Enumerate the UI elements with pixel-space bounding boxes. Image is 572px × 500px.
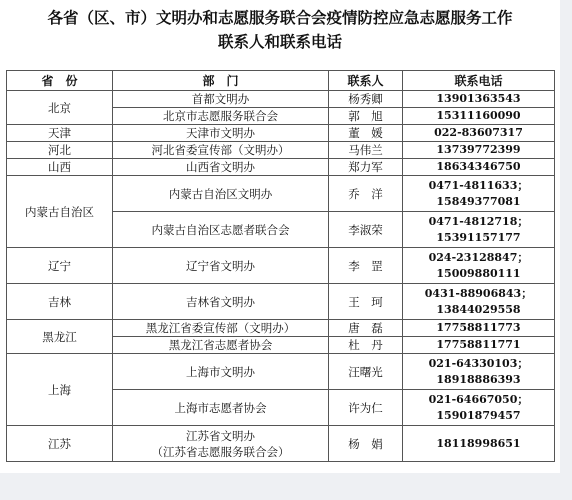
- contact-cell: 杨 娟: [329, 426, 403, 462]
- department-cell: 辽宁省文明办: [113, 248, 329, 284]
- contact-cell: 王 珂: [329, 284, 403, 320]
- department-cell: 天津市文明办: [113, 125, 329, 142]
- phone-line-2: 15391157177: [436, 230, 521, 244]
- title-line-1: 各省（区、市）文明办和志愿服务联合会疫情防控应急志愿服务工作: [47, 8, 513, 27]
- title-line-2: 联系人和联系电话: [217, 32, 342, 51]
- table-row: [7, 284, 555, 320]
- contact-cell: 乔 洋: [329, 176, 403, 212]
- contact-cell: 杨秀卿: [329, 91, 403, 108]
- province-cell: 辽宁: [7, 248, 113, 284]
- phone-cell: [403, 248, 555, 284]
- phone-cell: 022-83607317: [403, 125, 555, 142]
- phone-cell: 18634346750: [403, 159, 555, 176]
- province-cell: 内蒙古自治区: [7, 176, 113, 248]
- phone-line-2: 15849377081: [436, 194, 521, 208]
- province-cell: 上海: [7, 354, 113, 426]
- department-cell: 黑龙江省志愿者协会: [113, 337, 329, 354]
- contact-cell: 汪曙光: [329, 354, 403, 390]
- phone-line-2: 18918886393: [436, 372, 521, 386]
- department-cell: 上海市志愿者协会: [113, 390, 329, 426]
- department-cell: 黑龙江省委宣传部（文明办）: [113, 320, 329, 337]
- document-title: [0, 0, 560, 54]
- province-cell: 山西: [7, 159, 113, 176]
- phone-cell: 13739772399: [403, 142, 555, 159]
- phone-cell: [403, 212, 555, 248]
- phone-cell: [403, 390, 555, 426]
- department-cell: 上海市文明办: [113, 354, 329, 390]
- phone-cell: 17758811773: [403, 320, 555, 337]
- header-phone: 联系电话: [403, 71, 555, 91]
- contacts-table: [6, 70, 555, 462]
- contact-cell: 郑力军: [329, 159, 403, 176]
- phone-line-2: 15009880111: [436, 266, 521, 280]
- phone-cell: 15311160090: [403, 108, 555, 125]
- phone-cell: [403, 354, 555, 390]
- province-cell: 黑龙江: [7, 320, 113, 354]
- table-row: [7, 320, 555, 337]
- phone-line-1: 0471-4812718；: [428, 214, 529, 228]
- table-row: [7, 176, 555, 212]
- province-cell: 北京: [7, 91, 113, 125]
- header-province: 省 份: [7, 71, 113, 91]
- department-cell: 北京市志愿服务联合会: [113, 108, 329, 125]
- table-row: [7, 91, 555, 108]
- table-header-row: [7, 71, 555, 91]
- department-line-2: （江苏省志愿服务联合会）: [151, 444, 290, 459]
- table-row: [7, 159, 555, 176]
- department-cell: 内蒙古自治区文明办: [113, 176, 329, 212]
- province-cell: 河北: [7, 142, 113, 159]
- table-row: [7, 426, 555, 462]
- phone-cell: 13901363543: [403, 91, 555, 108]
- contact-cell: 许为仁: [329, 390, 403, 426]
- contact-cell: 郭 旭: [329, 108, 403, 125]
- province-cell: 天津: [7, 125, 113, 142]
- contact-cell: 董 媛: [329, 125, 403, 142]
- department-cell: 山西省文明办: [113, 159, 329, 176]
- contact-cell: 马伟兰: [329, 142, 403, 159]
- contact-cell: 杜 丹: [329, 337, 403, 354]
- phone-line-1: 021-64667050；: [428, 392, 529, 406]
- department-cell: 首都文明办: [113, 91, 329, 108]
- province-cell: 吉林: [7, 284, 113, 320]
- viewer-bottom-area: [0, 473, 572, 500]
- phone-line-1: 024-23128847；: [428, 250, 529, 264]
- header-department: 部 门: [113, 71, 329, 91]
- province-cell: 江苏: [7, 426, 113, 462]
- table-row: [7, 354, 555, 390]
- phone-line-1: 0431-88906843；: [424, 286, 533, 300]
- phone-line-1: 021-64330103；: [428, 356, 529, 370]
- department-cell: 内蒙古自治区志愿者联合会: [113, 212, 329, 248]
- phone-line-1: 0471-4811633；: [428, 178, 529, 192]
- phone-line-2: 13844029558: [436, 302, 521, 316]
- table-row: [7, 125, 555, 142]
- phone-cell: 17758811771: [403, 337, 555, 354]
- contact-cell: 唐 磊: [329, 320, 403, 337]
- header-contact: 联系人: [329, 71, 403, 91]
- page-margin-right: [560, 0, 572, 473]
- department-cell: 吉林省文明办: [113, 284, 329, 320]
- phone-cell: [403, 284, 555, 320]
- contact-cell: 李淑荣: [329, 212, 403, 248]
- department-cell: 河北省委宣传部（文明办）: [113, 142, 329, 159]
- phone-cell: 18118998651: [403, 426, 555, 462]
- table-row: [7, 248, 555, 284]
- department-cell: [113, 426, 329, 462]
- phone-line-2: 15901879457: [436, 408, 521, 422]
- table-row: [7, 142, 555, 159]
- contact-cell: 李 罡: [329, 248, 403, 284]
- phone-cell: [403, 176, 555, 212]
- department-line-1: 江苏省文明办: [186, 428, 255, 443]
